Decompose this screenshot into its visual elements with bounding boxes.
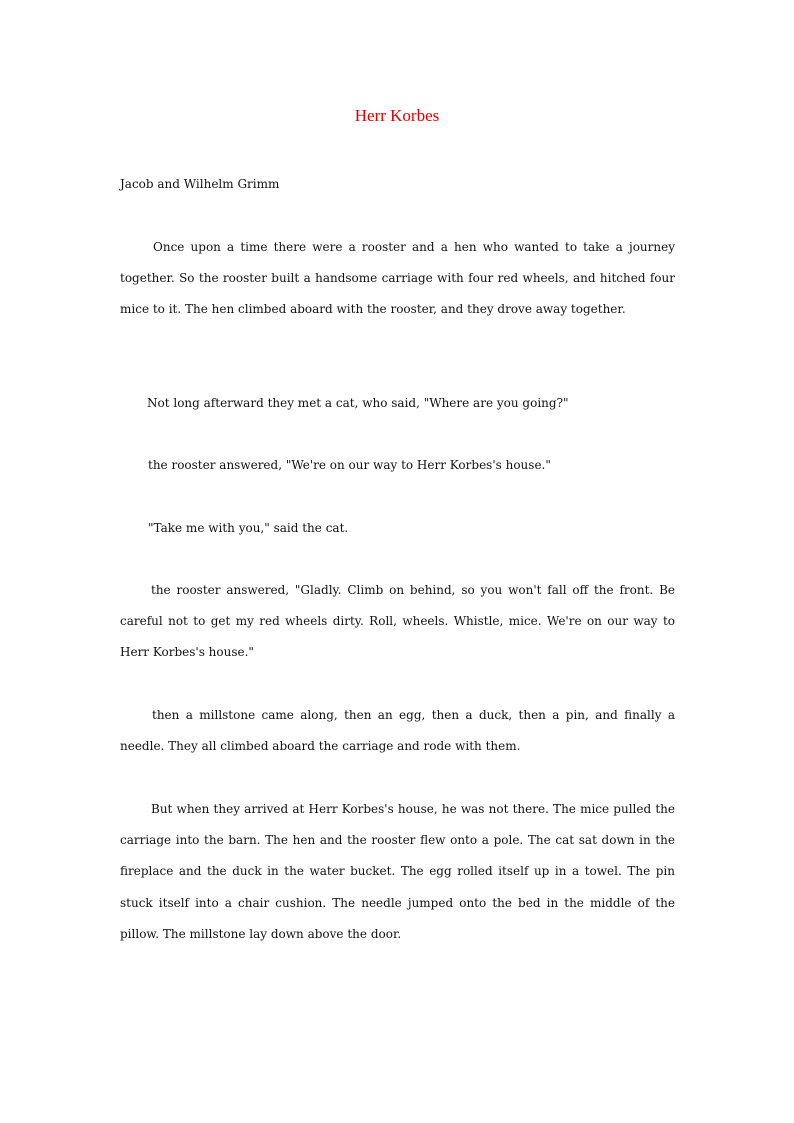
paragraph-5: the rooster answered, "Gladly. Climb on behind, so you won't fall off the front. Be careful not to get my red wheels dirty. Roll, wheels. Whistle, mice. We're on our way to Herr Korbes's house." xyxy=(120,583,675,660)
author-line: Jacob and Wilhelm Grimm xyxy=(120,177,280,191)
paragraph-4: "Take me with you," said the cat. xyxy=(148,521,349,535)
page-title: Herr Korbes xyxy=(354,106,440,125)
paragraph-2: Not long afterward they met a cat, who said, "Where are you going?" xyxy=(147,396,569,410)
paragraph-6: then a millstone came along, then an egg, then a duck, then a pin, and finally a needle. They all climbed aboard the carriage and rode with them. xyxy=(120,708,675,754)
paragraph-7: But when they arrived at Herr Korbes's house, he was not there. The mice pulled the carriage into the barn. The hen and the rooster flew onto a pole. The cat sat down in the fireplace and the duck in the water bucket. The egg rolled itself up in a towel. The pin stuck itself into a chair cushion. The needle jumped onto the bed in the middle of the pillow. The millstone lay down above the door. xyxy=(120,802,675,941)
paragraph-3: the rooster answered, "We're on our way to Herr Korbes's house." xyxy=(148,458,551,472)
paragraph-1: Once upon a time there were a rooster and a hen who wanted to take a journey together. So the rooster built a handsome carriage with four red wheels, and hitched four mice to it. The hen climbed aboard with the rooster, and they drove away together. xyxy=(120,240,675,317)
